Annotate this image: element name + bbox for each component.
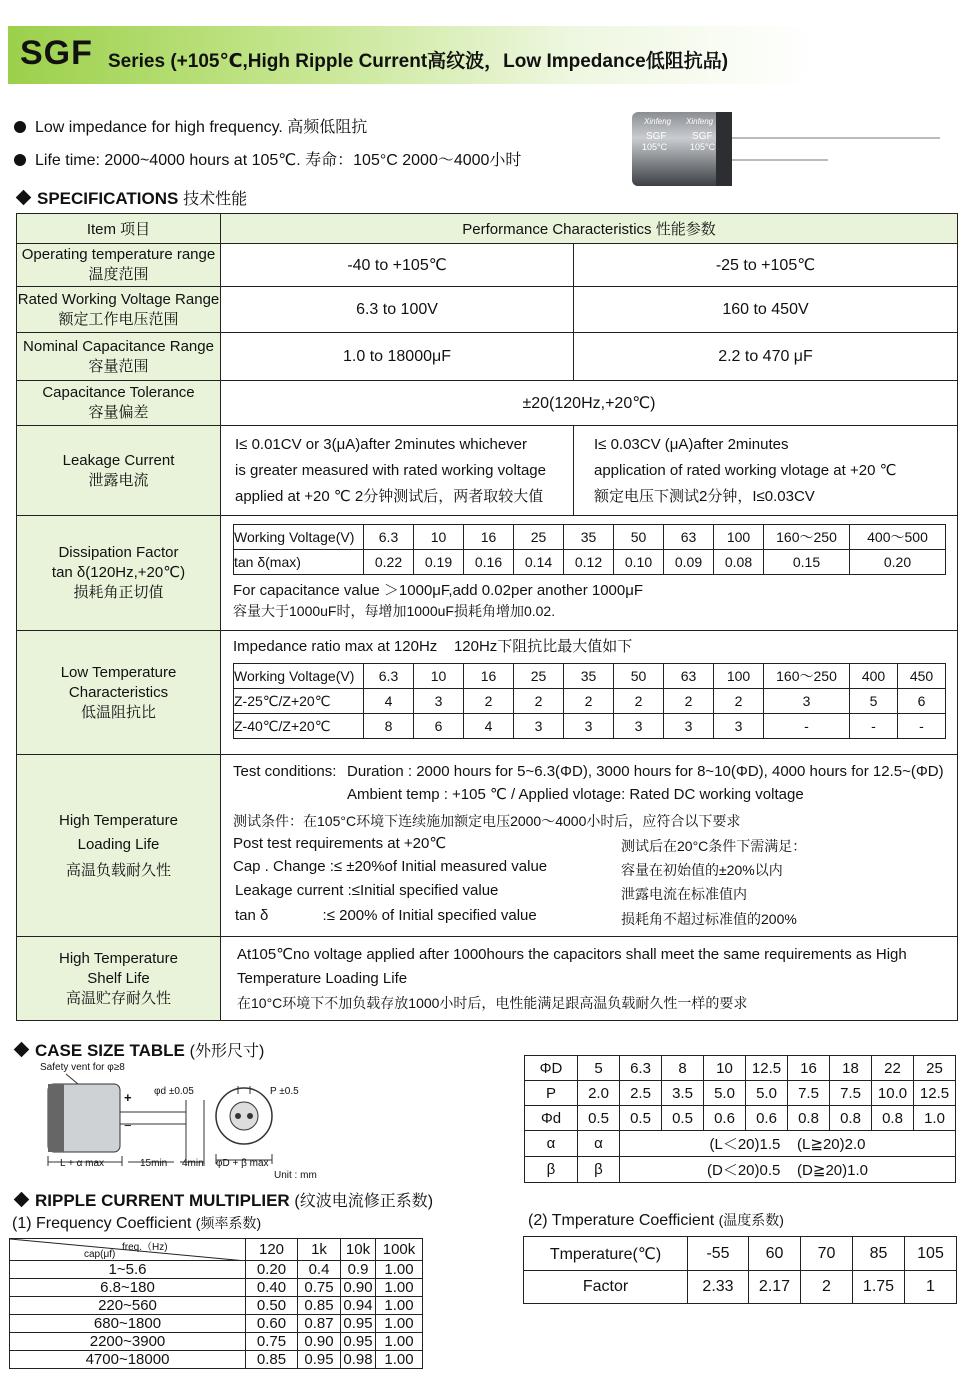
- case-diagram: Safety vent for φ≥8 φd ±0.05 P ±0.5 + − L + α max 15min 4min φD + β max Unit : mm: [40, 1062, 317, 1181]
- feature-item: Low impedance for high frequency. 高频低阻抗: [14, 114, 367, 137]
- series-subtitle: Series (+105℃,High Ripple Current高纹波，Low Impedance低阻抗品): [108, 51, 729, 72]
- frequency-coefficient-table: freq.（Hz) cap(μf) 120 1k 10k 100k 1~5.6 0.20 0.4 0.9 1.00 6.8~180 0.40 0.75 0.90 1.00 220~560 0.50 0.85 0.94 1.00 680~1800 0.60 0.87 0.95 1.00 2200~3900 0.75 0.90 0.95 1.00 4700~18000 0.85 0.95 0.98 1.00: [9, 1238, 423, 1369]
- case-size-table: ΦD 5 6.3 8 10 12.5 16 18 22 25 P 2.0 2.5 3.5 5.0 5.0 7.5 7.5 10.0 12.5 Φd 0.5 0.5 0.5 0.6 0.6 0.8 0.8 0.8 1.0 α α (L＜20)1.5 (L≧20)2.0 β β (D＜20)0.5 (D≧20)1.0: [524, 1055, 956, 1183]
- specifications-table: [16, 213, 958, 1021]
- table-row: 4700~18000 0.85 0.95 0.98 1.00: [10, 1351, 423, 1369]
- title-banner: [8, 26, 816, 84]
- spec-row-dissipation: Dissipation Factor tan δ(120Hz,+20℃) 损耗角正切值 Working Voltage(V) 6.3 10 16 25 35 50 63 100 160～250 400～500 tan δ(max) 0.22 0.19 0.16 0.14 0.12 0.10 0.09 0.08 0.15 0.20 For capacitance value ＞1000μF,add 0.02per another 1000μF 容量大于1000uF时，每增加1000uF损耗角增加0.02.: [17, 516, 958, 631]
- temperature-coefficient-table: Tmperature(℃) -55 60 70 85 105 Factor 2.33 2.17 2 1.75 1: [523, 1236, 957, 1304]
- table-row: 6.8~180 0.40 0.75 0.90 1.00: [10, 1279, 423, 1297]
- col-item-header: Item 项目: [17, 214, 221, 244]
- table-row: 220~560 0.50 0.85 0.94 1.00: [10, 1297, 423, 1315]
- feature-item: Life time: 2000~4000 hours at 105℃. 寿命：105°C 2000～4000小时: [14, 147, 521, 170]
- table-row: 1~5.6 0.20 0.4 0.9 1.00: [10, 1261, 423, 1279]
- capacitor-photo: [628, 108, 948, 188]
- svg-text:105°C: 105°C: [690, 142, 716, 152]
- spec-row-tolerance: Capacitance Tolerance 容量偏差 ±20(120Hz,+20℃): [17, 381, 958, 426]
- table-row: 2200~3900 0.75 0.90 0.95 1.00: [10, 1333, 423, 1351]
- spec-row-capacitance: Nominal Capacitance Range 容量范围 1.0 to 18000μF 2.2 to 470 μF: [17, 333, 958, 381]
- temperature-coefficient-title: (2) Tmperature Coefficient (温度系数): [528, 1212, 784, 1229]
- spec-row-high-temp-loading: High Temperature Loading Life 高温负载耐久性 Test conditions: Duration : 2000 hours for 5~6.3(ΦD), 3000 hours for 8~10(ΦD), 4000 hours for 12.5~(ΦD) Ambient temp : +105 ℃ / Applied vlotage: Rated DC working voltage 测试条件：在105°C环境下连续施加额定电压2000～4000小时后，应符合以下要求 Post test requirements at +20℃ 测试后在20°C条件下需满足： Cap . Change :≤ ±20%of Initial measured value 容量在初始值的±20%以内 Leakage current :≤Initial specified value 泄露电流在标准值内 tan δ :≤ 200% of Initial specified value 损耗角不超过标准值的200%: [17, 755, 958, 937]
- svg-text:105°C: 105°C: [642, 142, 668, 152]
- col-performance-header: Performance Characteristics 性能参数: [221, 214, 958, 244]
- frequency-coefficient-title: (1) Frequency Coefficient (频率系数): [12, 1215, 262, 1232]
- specifications-heading: SPECIFICATIONS 技术性能: [14, 186, 247, 209]
- diamond-icon: [14, 1192, 30, 1208]
- bullet-icon: [14, 121, 26, 133]
- minus-sign: −: [124, 1118, 132, 1133]
- table-row: 680~1800 0.60 0.87 0.95 1.00: [10, 1315, 423, 1333]
- spec-row-leakage: Leakage Current 泄露电流 I≤ 0.01CV or 3(μA)after 2minutes whichever is greater measured with rated working voltage applied at +20 ℃ 2分钟测试后，两者取较大值 I≤ 0.03CV (μA)after 2minutes application of rated working vlotage at +20 ℃ 额定电压下测试2分钟，I≤0.03CV: [17, 426, 958, 516]
- spec-row-temperature: Operating temperature range 温度范围 -40 to +105℃ -25 to +105℃: [17, 244, 958, 287]
- spec-row-shelf-life: High Temperature Shelf Life 高温贮存耐久性 At105℃no voltage applied after 1000hours the capacitors shall meet the same requirements as High Temperature Loading Life 在10°C环境下不加负载存放1000小时后，电性能满足跟高温负载耐久性一样的要求: [17, 937, 958, 1021]
- diamond-icon: [16, 190, 32, 206]
- svg-text:SGF: SGF: [646, 131, 667, 142]
- dissipation-table: Working Voltage(V) 6.3 10 16 25 35 50 63 100 160～250 400～500 tan δ(max) 0.22 0.19 0.16 0.14 0.12 0.10 0.09 0.08 0.15 0.20: [233, 524, 946, 575]
- svg-text:SGF: SGF: [692, 131, 713, 142]
- diamond-icon: [14, 1042, 30, 1058]
- brand-label: Xinfeng: [644, 117, 672, 126]
- plus-sign: +: [124, 1090, 132, 1105]
- series-name: SGF: [20, 34, 93, 72]
- bullet-icon: [14, 154, 26, 166]
- impedance-ratio-table: Working Voltage(V) 6.3 10 16 25 35 50 63 100 160～250 400 450 Z-25℃/Z+20℃ 4 3 2 2 2 2 2 2 3 5 6 Z-40℃/Z+20℃ 8 6 4 3 3 3 3 3 - - -: [233, 663, 946, 739]
- spec-row-low-temperature: Low Temperature Characteristics 低温阻抗比 Impedance ratio max at 120Hz 120Hz下阻抗比最大值如下 Working Voltage(V) 6.3 10 16 25 35 50 63 100 160～250 400 450 Z-25℃/Z+20℃ 4 3 2 2 2 2 2 2 3 5 6 Z-40℃/Z+20℃ 8 6 4 3 3 3 3 3 - - -: [17, 631, 958, 755]
- spec-row-voltage: Rated Working Voltage Range 额定工作电压范围 6.3 to 100V 160 to 450V: [17, 287, 958, 333]
- svg-text:Xinfeng: Xinfeng: [686, 117, 714, 126]
- ripple-heading: RIPPLE CURRENT MULTIPLIER (纹波电流修正系数): [12, 1188, 433, 1211]
- case-size-heading: CASE SIZE TABLE (外形尺寸): [12, 1038, 264, 1061]
